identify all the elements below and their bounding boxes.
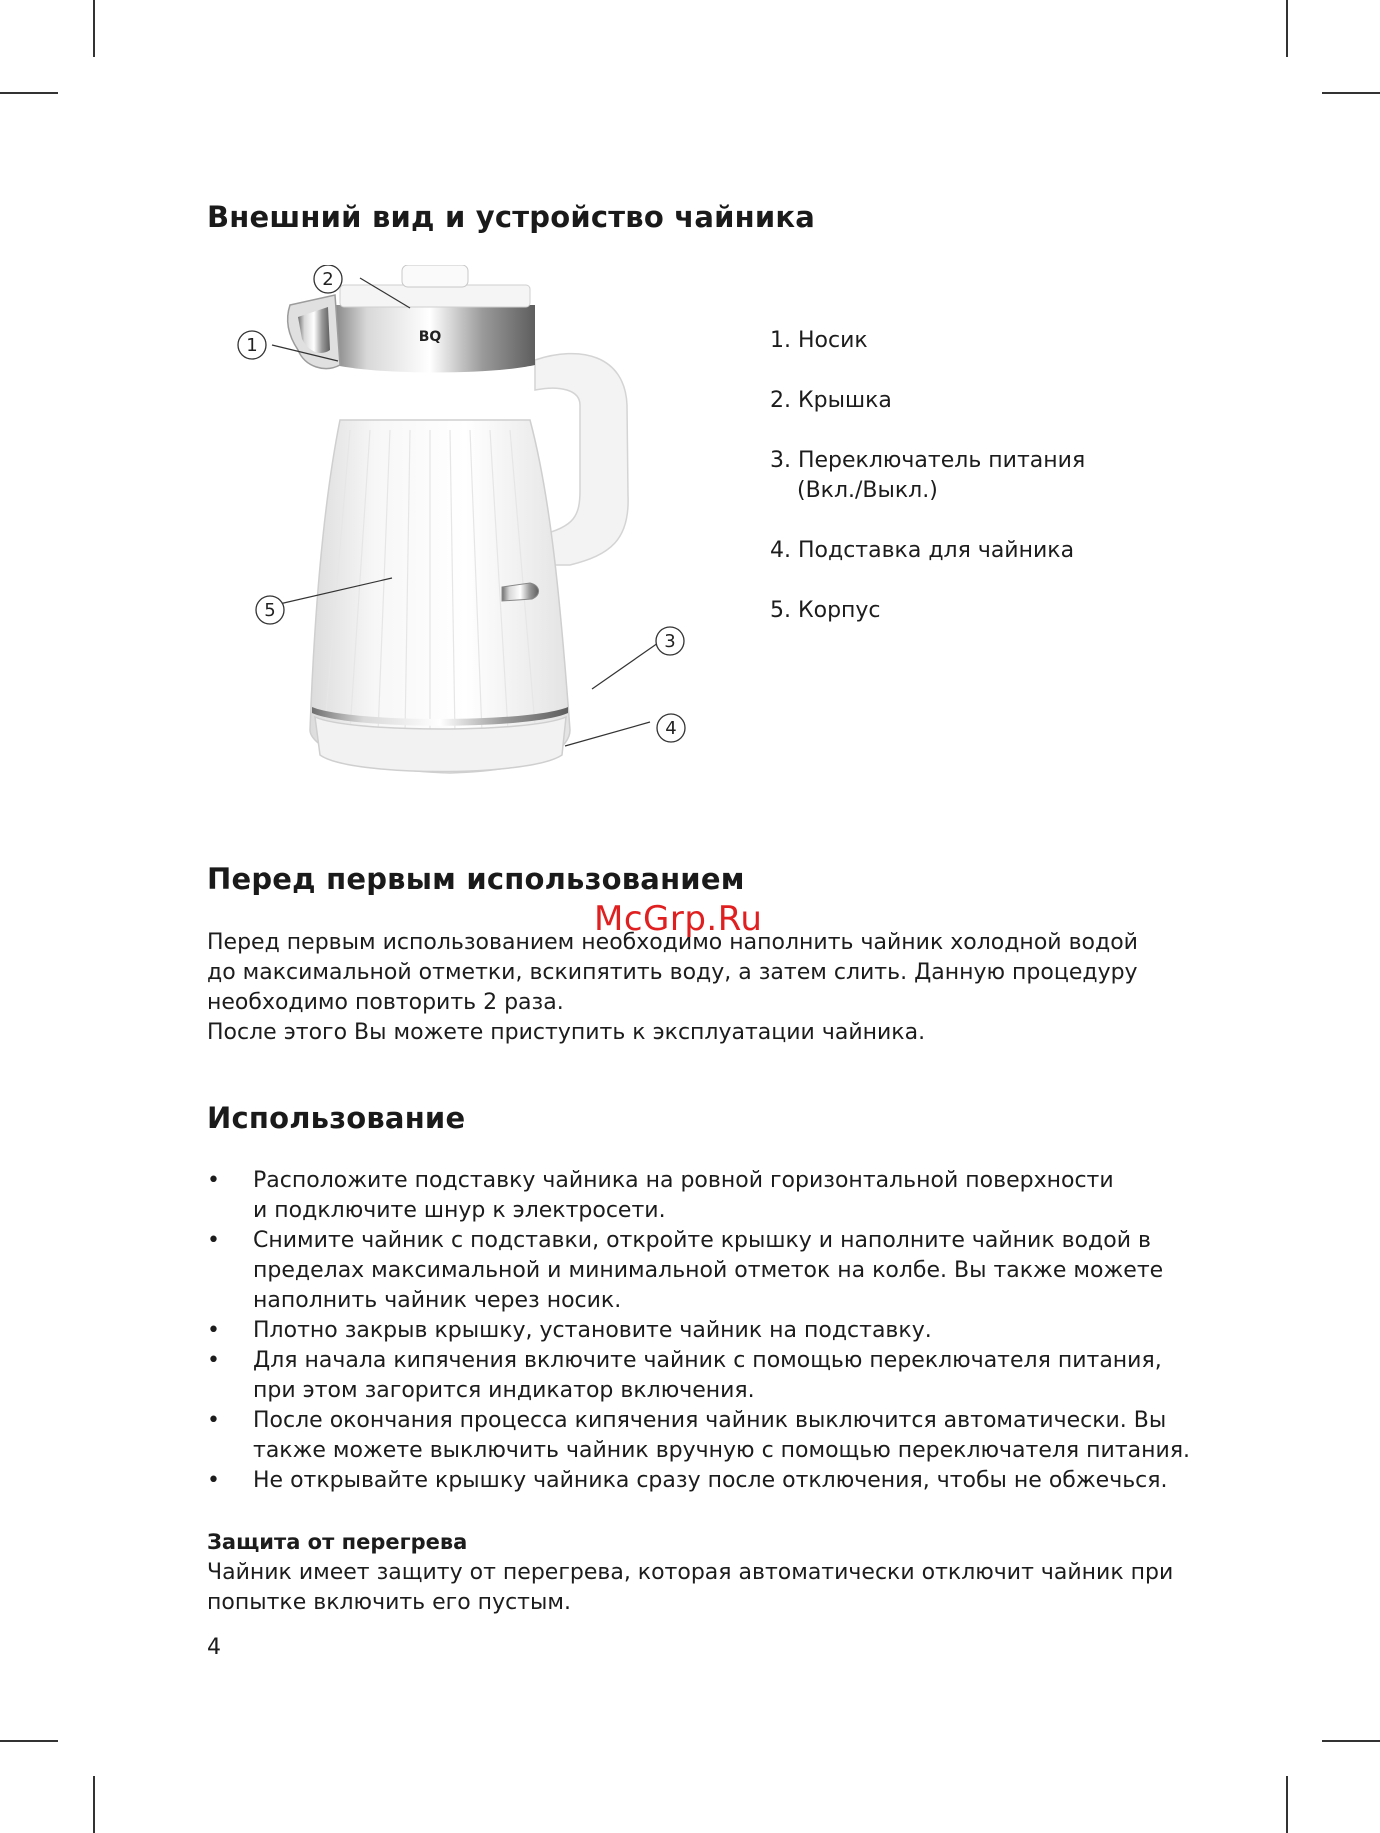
bullet-dot: • [207, 1348, 220, 1373]
text-line: попытке включить его пустым. [207, 1590, 571, 1615]
parts-legend [770, 326, 1117, 656]
text-line: Чайник имеет защиту от перегрева, которая автоматически отключит чайник при [207, 1560, 1174, 1585]
first-use-text [207, 928, 1207, 1048]
appearance-title: Внешний вид и устройство чайника [207, 200, 816, 234]
list-item-line: Не открывайте крышку чайника сразу после отключения, чтобы не обжечься. [253, 1468, 1168, 1493]
list-item-line: Плотно закрыв крышку, установите чайник на подставку. [253, 1318, 932, 1343]
text-line: Перед первым использованием необходимо наполнить чайник холодной водой [207, 930, 1138, 955]
watermark: McGrp.Ru [594, 899, 763, 939]
overheat-title: Защита от перегрева [207, 1530, 468, 1554]
list-item [207, 1226, 1207, 1316]
first-use-title: Перед первым использованием [207, 862, 745, 896]
callout-5 [256, 596, 284, 624]
svg-text:4: 4 [665, 718, 677, 739]
crop-mark [1286, 0, 1288, 57]
svg-text:2: 2 [322, 269, 334, 290]
crop-mark [0, 1740, 58, 1742]
callout-1 [238, 331, 266, 359]
callout-3 [656, 627, 684, 655]
kettle-figure [230, 265, 700, 805]
list-item-line: и подключите шнур к электросети. [253, 1198, 666, 1223]
usage-list [207, 1166, 1207, 1496]
text-line: до максимальной отметки, вскипятить воду, а затем слить. Данную процедуру [207, 960, 1138, 985]
crop-mark [1322, 1740, 1380, 1742]
crop-mark [0, 92, 58, 94]
brand-logo: BQ [418, 329, 442, 345]
leader-line [592, 643, 658, 689]
list-item [207, 1316, 1207, 1346]
kettle-lid [340, 285, 530, 307]
list-item-line: пределах максимальной и минимальной отметок на колбе. Вы также можете [253, 1258, 1164, 1283]
list-item-line: После окончания процесса кипячения чайник выключится автоматически. Вы [253, 1408, 1167, 1433]
list-item [207, 1346, 1207, 1406]
callout-4 [657, 714, 685, 742]
list-item [207, 1466, 1207, 1496]
svg-text:1: 1 [246, 335, 258, 356]
list-item [207, 1166, 1207, 1226]
bullet-dot: • [207, 1228, 220, 1253]
crop-mark [93, 0, 95, 57]
legend-item: 2. Крышка [770, 388, 892, 413]
crop-mark [1286, 1776, 1288, 1833]
page-number: 4 [207, 1635, 221, 1660]
legend-item: 4. Подставка для чайника [770, 538, 1075, 563]
lid-button [402, 265, 468, 287]
bullet-dot: • [207, 1168, 220, 1193]
legend-item: 5. Корпус [770, 598, 881, 623]
bullet-dot: • [207, 1468, 220, 1493]
svg-text:3: 3 [664, 631, 676, 652]
text-line: необходимо повторить 2 раза. [207, 990, 564, 1015]
list-item-line: также можете выключить чайник вручную с помощью переключателя питания. [253, 1438, 1191, 1463]
list-item [207, 1406, 1207, 1466]
list-item-line: Снимите чайник с подставки, откройте крышку и наполните чайник водой в [253, 1228, 1151, 1253]
list-item-line: наполнить чайник через носик. [253, 1288, 622, 1313]
bullet-dot: • [207, 1318, 220, 1343]
legend-item: 1. Носик [770, 328, 868, 353]
crop-mark [93, 1776, 95, 1833]
crop-mark [1322, 92, 1380, 94]
text-line: После этого Вы можете приступить к эксплуатации чайника. [207, 1020, 926, 1045]
leader-line [565, 722, 650, 746]
callout-2 [314, 265, 342, 293]
list-item-line: Расположите подставку чайника на ровной горизонтальной поверхности [253, 1168, 1114, 1193]
list-item-line: при этом загорится индикатор включения. [253, 1378, 755, 1403]
bullet-dot: • [207, 1408, 220, 1433]
overheat-text [207, 1558, 1207, 1618]
legend-item: 3. Переключатель питания (Вкл./Выкл.) [770, 448, 1086, 503]
svg-text:5: 5 [264, 600, 276, 621]
usage-title: Использование [207, 1101, 466, 1135]
list-item-line: Для начала кипячения включите чайник с помощью переключателя питания, [253, 1348, 1162, 1373]
